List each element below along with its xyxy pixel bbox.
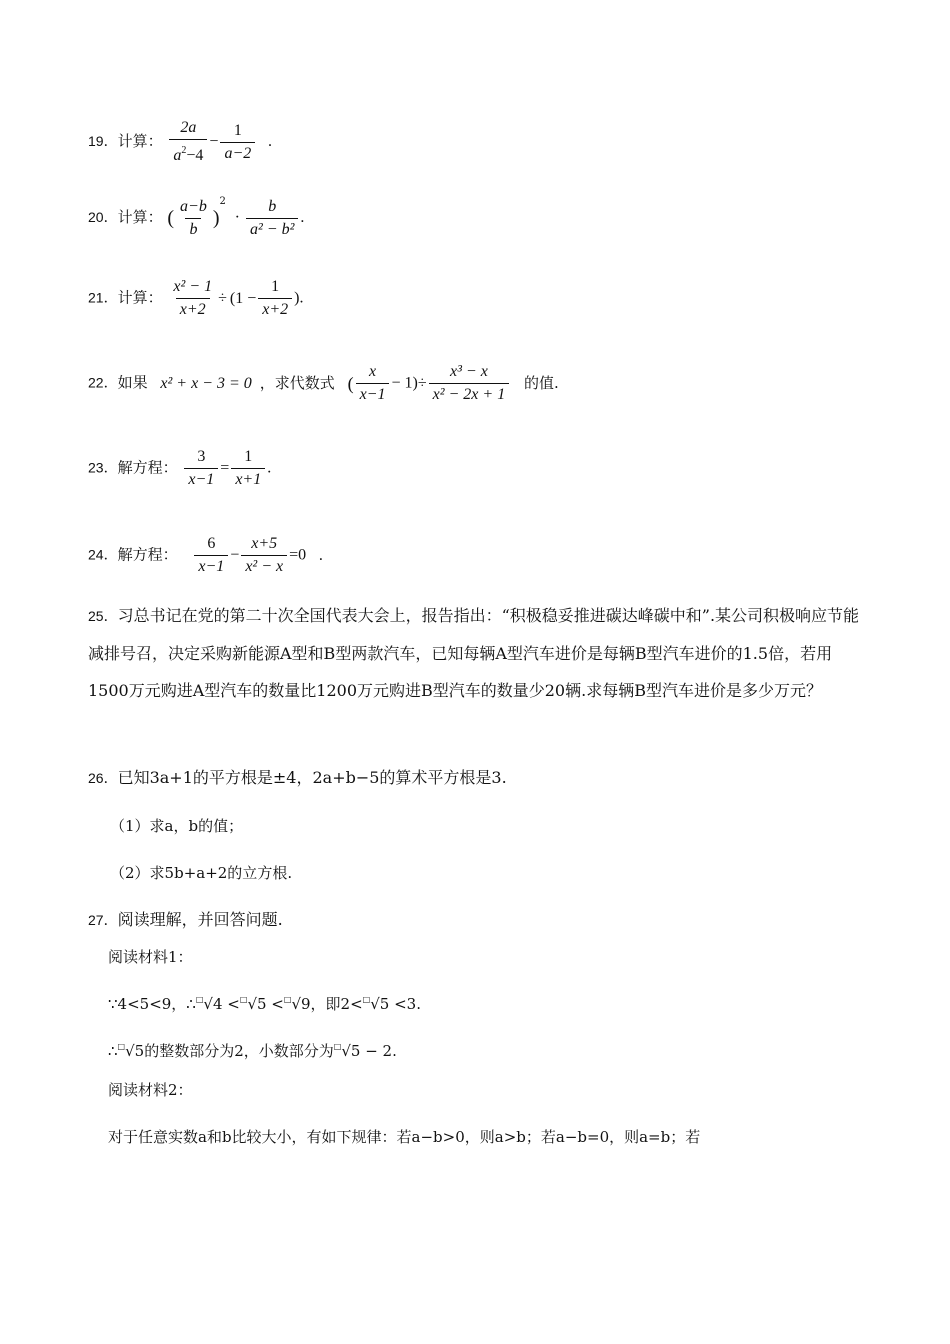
question-number: 20． [88, 209, 118, 225]
fraction: $\frac{2a}{a^2-4}$ [169, 118, 207, 166]
question-25 [88, 597, 863, 709]
question-label: 计算： [117, 288, 163, 307]
fraction: $\frac{\text{x³ − x}}{\text{x² − 2x + 1}}$ [429, 362, 510, 405]
material-1-line-2: ∴□√5的整数部分为2，小数部分为□√5 − 2. [108, 1042, 397, 1060]
question-text: 阅读理解，并回答问题. [117, 910, 283, 929]
fraction: $\frac{a-b}{b}$ [180, 197, 207, 238]
question-label: 计算： [117, 208, 163, 226]
question-21: 21．计算： $\frac{\text{x² − 1}}{x+2}$ ÷ (1 − $\frac{1}{x+2}$ ). [88, 278, 304, 318]
question-label: 如果 [117, 373, 148, 392]
material-1-line-1: ∵4<5<9，∴□√4 <□√5 <□√9，即2<□√5 <3. [108, 995, 421, 1013]
question-label: 解方程： [117, 458, 178, 477]
fraction: $\frac{x+5}{\text{x² − x}}$ [241, 534, 287, 577]
fraction: $\frac{x}{x-1}$ [356, 362, 390, 405]
material-2-title: 阅读材料2： [108, 1081, 193, 1099]
material-1-title: 阅读材料1： [108, 948, 193, 966]
question-22: 22．如果 x² + x − 3 = 0 ，求代数式 ( $\frac{x}{x-1}$ − 1)÷ $\frac{\text{x³ − x}}{\text{x² − 2x + 1}}$ 的值. [88, 363, 559, 403]
question-number: 25． [88, 608, 118, 624]
fraction: $\frac{1}{x+2}$ [258, 277, 292, 320]
fraction: $\frac{3}{x-1}$ [184, 447, 218, 490]
question-number: 23． [88, 459, 118, 476]
question-number: 27． [88, 912, 118, 928]
sub-question-1: （1）求a，b的值； [110, 817, 244, 835]
question-number: 22． [88, 374, 118, 391]
fraction: $\frac{1}{a-2}$ [220, 121, 255, 164]
question-20: 20．计算： ( $\frac{a-b}{b}$ )$^2$ · $\frac{b}{\text{a² − b²}}$ . [88, 196, 305, 238]
question-text: 已知3a+1的平方根是±4，2a+b−5的算术平方根是3. [117, 768, 507, 787]
fraction: $\frac{1}{x+1}$ [231, 447, 265, 490]
material-2-line: 对于任意实数a和b比较大小，有如下规律：若a−b>0，则a>b；若a−b=0，则a=b；若 [108, 1128, 701, 1146]
question-text: 习总书记在党的第二十次全国代表大会上，报告指出：“积极稳妥推进碳达峰碳中和”.某公司积极响应节能减排号召，决定采购新能源A型和B型两款汽车，已知每辆A型汽车进价是每辆B型汽车进价的1.5倍，若用1500万元购进A型汽车的数量比1200万元购进B型汽车的数量少20辆.求每辆B型汽车进价是多少万元？ [88, 606, 860, 700]
question-number: 24． [88, 546, 118, 563]
question-number: 26． [88, 770, 118, 786]
question-19: 19．计算： $\frac{2a}{a^2-4}$ − $\frac{1}{a-2}$ . [88, 119, 273, 164]
question-number: 19． [88, 133, 118, 149]
fraction: $\frac{\text{x² − 1}}{x+2}$ [173, 278, 213, 318]
sub-question-2: （2）求5b+a+2的立方根. [110, 864, 293, 882]
question-23: 23．解方程： $\frac{3}{x-1}$ = $\frac{1}{x+1}$ . [88, 448, 272, 488]
question-27 [88, 910, 283, 930]
question-number: 21． [88, 289, 118, 306]
question-label: 计算： [117, 132, 163, 150]
question-26 [88, 768, 507, 788]
fraction: $\frac{6}{x-1}$ [194, 534, 228, 577]
question-24: 24．解方程： $\frac{6}{x-1}$ − $\frac{x+5}{\text{x² − x}}$ =0 . [88, 535, 323, 575]
question-label: 解方程： [117, 545, 178, 564]
fraction: $\frac{b}{\text{a² − b²}}$ [246, 197, 298, 240]
